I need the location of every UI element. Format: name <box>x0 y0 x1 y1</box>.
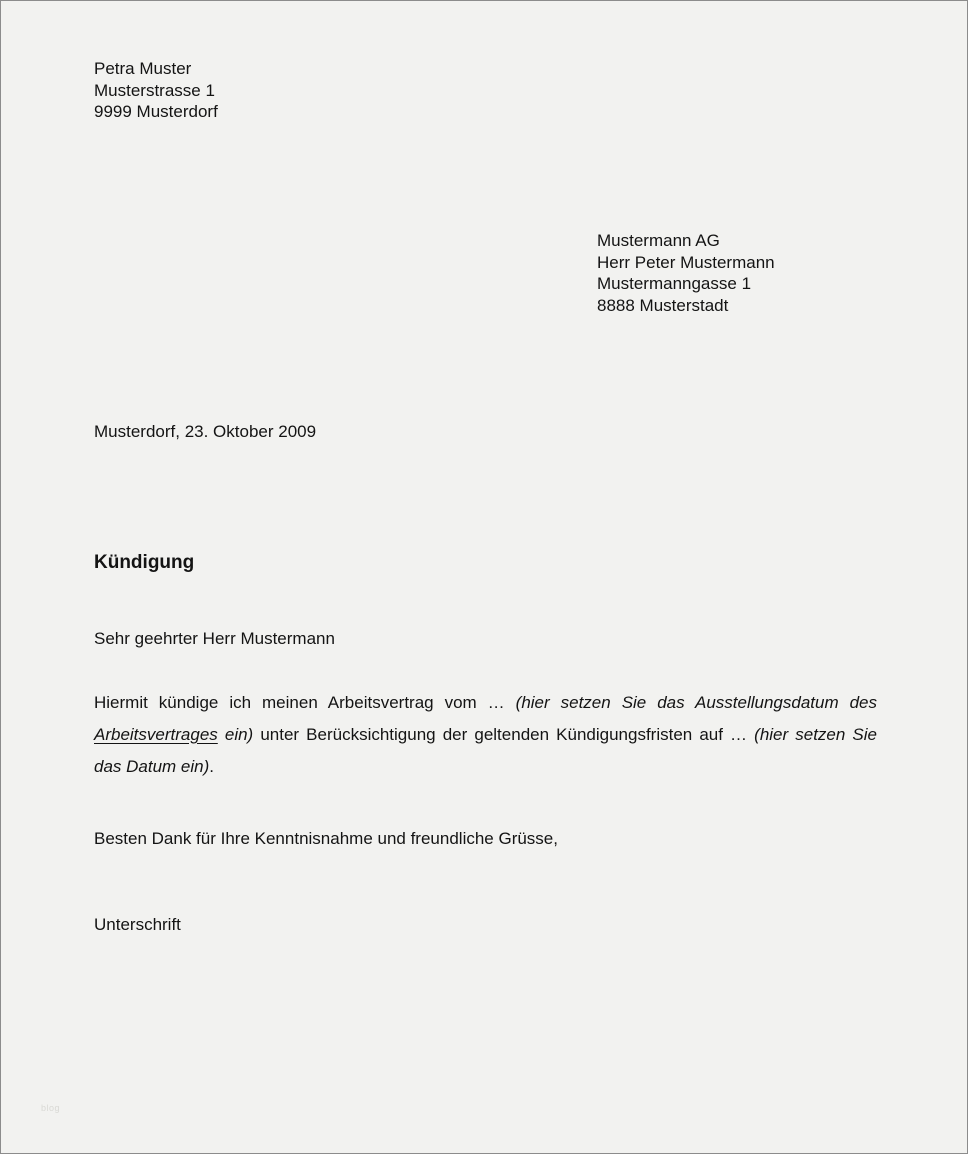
subject-heading: Kündigung <box>94 552 195 573</box>
closing-line: Besten Dank für Ihre Kenntnisnahme und freundliche Grüsse, <box>94 829 558 848</box>
salutation-line: Sehr geehrter Herr Mustermann <box>94 629 335 648</box>
sender-city: 9999 Musterdorf <box>94 102 218 121</box>
body-text-period: . <box>209 757 215 776</box>
body-text-normal-1: Hiermit kündige ich meinen Arbeitsvertrag vom … <box>94 693 516 712</box>
blog-watermark: blog <box>41 1103 61 1113</box>
body-paragraph <box>94 687 877 783</box>
recipient-address-block <box>597 230 775 316</box>
body-text-italic-placeholder-2: (hier setzen Sie das Datum ein) <box>94 725 878 776</box>
body-text-italic-underlined: Arbeitsvertrages <box>94 725 218 744</box>
sender-address-block <box>94 58 218 123</box>
recipient-city: 8888 Musterstadt <box>597 295 729 315</box>
signature-label: Unterschrift <box>94 915 181 934</box>
body-text-italic-placeholder-1-end: ein) <box>217 725 254 744</box>
body-text-normal-2: unter Berücksichtigung der geltenden Kündigungsfristen auf … <box>253 725 755 744</box>
sender-street: Musterstrasse 1 <box>94 80 215 100</box>
recipient-company: Mustermann AG <box>597 231 720 250</box>
date-line: Musterdorf, 23. Oktober 2009 <box>94 422 317 441</box>
body-text-italic-placeholder-1: (hier setzen Sie das Ausstellungsdatum des <box>515 693 877 712</box>
recipient-street: Mustermanngasse 1 <box>597 274 752 293</box>
sender-name: Petra Muster <box>94 59 192 78</box>
recipient-name: Herr Peter Mustermann <box>597 252 775 272</box>
